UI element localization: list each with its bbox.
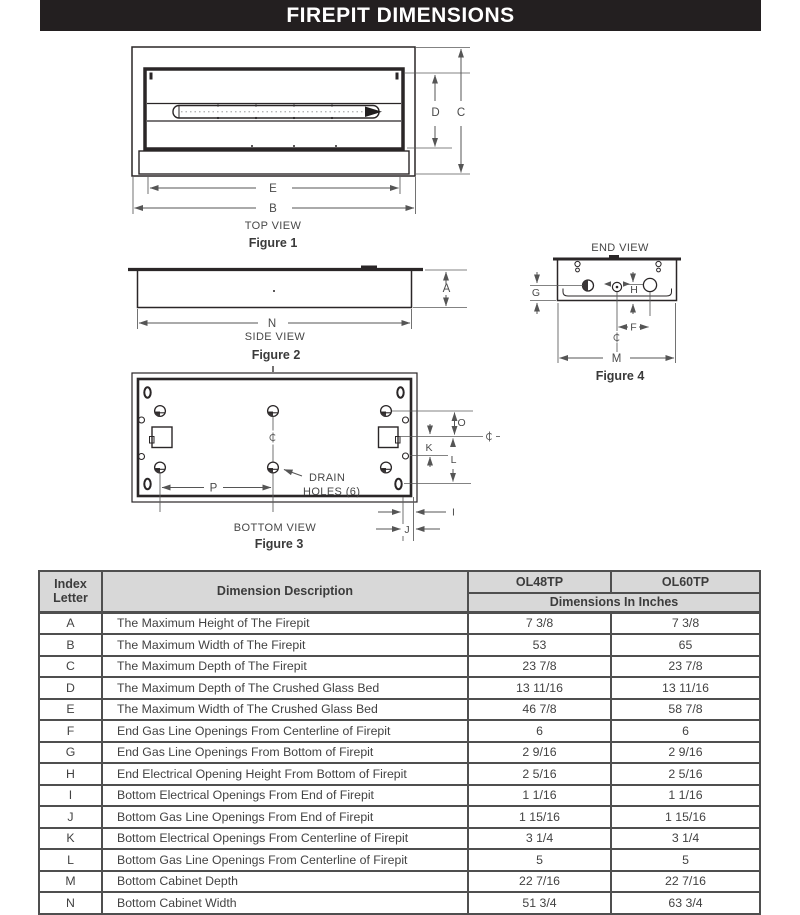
dim-label-j: J: [404, 524, 410, 536]
fig4-caption: Figure 4: [595, 369, 645, 383]
fig1-caption: Figure 1: [248, 236, 298, 250]
cell-ol60tp-value: 2 9/16: [611, 742, 760, 764]
cell-ol48tp-value: 2 5/16: [468, 763, 611, 785]
cell-index-letter: H: [39, 763, 102, 785]
cell-index-letter: G: [39, 742, 102, 764]
dim-label-d: D: [431, 107, 440, 119]
cell-description: Bottom Electrical Openings From End of Firepit: [102, 785, 468, 807]
fig1-view-label: TOP VIEW: [244, 220, 302, 232]
cell-description: The Maximum Width of The Firepit: [102, 634, 468, 656]
figure2-side-view-drawing: [128, 266, 467, 363]
dim-label-o: O: [457, 417, 466, 429]
centerline-icon: [486, 432, 491, 442]
table-row: [39, 634, 760, 656]
fig1-inner-rect: [145, 69, 403, 149]
table-row: [39, 699, 760, 721]
cell-ol48tp-value: 51 3/4: [468, 892, 611, 914]
col-header-description: Dimension Description: [102, 571, 468, 612]
drain-holes-note-line2: HOLES (6): [303, 486, 361, 498]
table-row: [39, 656, 760, 678]
fig3-corner-slots: [144, 387, 403, 489]
cell-ol60tp-value: 22 7/16: [611, 871, 760, 893]
table-row: [39, 720, 760, 742]
dim-label-n: N: [267, 318, 277, 330]
cell-ol60tp-value: 23 7/8: [611, 656, 760, 678]
cell-description: Bottom Cabinet Depth: [102, 871, 468, 893]
figure4-end-view-drawing: [530, 242, 681, 383]
cell-ol48tp-value: 5: [468, 849, 611, 871]
cell-description: End Gas Line Openings From Centerline of Firepit: [102, 720, 468, 742]
cell-index-letter: D: [39, 677, 102, 699]
dim-label-i: I: [452, 506, 455, 519]
fig4-view-label: END VIEW: [591, 242, 649, 254]
cell-ol48tp-value: 2 9/16: [468, 742, 611, 764]
cell-ol48tp-value: 7 3/8: [468, 612, 611, 634]
cell-ol60tp-value: 63 3/4: [611, 892, 760, 914]
cell-description: The Maximum Width of The Crushed Glass Bed: [102, 699, 468, 721]
fig2-caption: Figure 2: [251, 348, 301, 362]
table-row: [39, 849, 760, 871]
fig1-gas-inlet-arrow-icon: [365, 107, 382, 118]
cell-ol60tp-value: 1 1/16: [611, 785, 760, 807]
cell-index-letter: L: [39, 849, 102, 871]
cell-description: Bottom Electrical Openings From Centerline of Firepit: [102, 828, 468, 850]
fig2-body-rect: [138, 271, 412, 308]
table-row: [39, 785, 760, 807]
cell-ol60tp-value: 13 11/16: [611, 677, 760, 699]
dim-label-f: F: [630, 321, 637, 334]
fig4-electrical-opening: [643, 278, 656, 291]
table-row: [39, 806, 760, 828]
dim-label-h: H: [630, 284, 638, 296]
cell-ol48tp-value: 6: [468, 720, 611, 742]
cell-ol60tp-value: 6: [611, 720, 760, 742]
cell-description: The Maximum Depth of The Firepit: [102, 656, 468, 678]
cell-index-letter: A: [39, 612, 102, 634]
cell-index-letter: C: [39, 656, 102, 678]
fig3-caption: Figure 3: [254, 537, 304, 551]
dim-label-c: C: [456, 107, 466, 119]
col-header-index-letter: Index Letter: [39, 571, 102, 612]
col-header-ol60tp: OL60TP: [611, 571, 760, 593]
fig1-corner-hook-left: [150, 73, 153, 80]
figure1-top-view-drawing: [132, 47, 470, 250]
dim-label-a: A: [442, 283, 451, 295]
cell-description: End Gas Line Openings From Bottom of Firepit: [102, 742, 468, 764]
table-row: [39, 742, 760, 764]
cell-description: The Maximum Height of The Firepit: [102, 612, 468, 634]
cell-ol48tp-value: 13 11/16: [468, 677, 611, 699]
centerline-icon: [270, 433, 275, 443]
cell-ol48tp-value: 23 7/8: [468, 656, 611, 678]
cell-ol48tp-value: 53: [468, 634, 611, 656]
fig3-outer-rect: [132, 373, 417, 502]
table-row: [39, 612, 760, 634]
table-row: [39, 892, 760, 914]
fig1-burner-ticks: [217, 104, 337, 147]
cell-index-letter: J: [39, 806, 102, 828]
cell-ol48tp-value: 1 15/16: [468, 806, 611, 828]
cell-index-letter: E: [39, 699, 102, 721]
cell-index-letter: B: [39, 634, 102, 656]
fig4-corner-screws: [575, 261, 661, 272]
cell-ol60tp-value: 7 3/8: [611, 612, 760, 634]
page-title: FIREPIT DIMENSIONS: [286, 3, 515, 27]
cell-index-letter: F: [39, 720, 102, 742]
table-row: [39, 763, 760, 785]
dimensions-table: [38, 570, 761, 915]
cell-ol60tp-value: 5: [611, 849, 760, 871]
cell-ol60tp-value: 2 5/16: [611, 763, 760, 785]
cell-ol48tp-value: 46 7/8: [468, 699, 611, 721]
fig1-corner-hook-right: [396, 73, 399, 80]
cell-ol48tp-value: 3 1/4: [468, 828, 611, 850]
cell-ol48tp-value: 1 1/16: [468, 785, 611, 807]
fig3-electrical-cutout-left: [152, 427, 172, 448]
fig2-igniter-bump: [361, 266, 377, 270]
dim-label-k: K: [425, 442, 433, 454]
table-row: [39, 677, 760, 699]
cell-description: End Electrical Opening Height From Bottom of Firepit: [102, 763, 468, 785]
dim-label-g: G: [531, 287, 541, 299]
table-row: [39, 828, 760, 850]
dim-label-p: P: [209, 482, 218, 495]
dim-label-m: M: [611, 353, 622, 365]
cell-index-letter: I: [39, 785, 102, 807]
centerline-icon: [614, 333, 619, 343]
dim-label-l: L: [450, 454, 457, 466]
cell-ol60tp-value: 1 15/16: [611, 806, 760, 828]
table-row: [39, 871, 760, 893]
cell-description: The Maximum Depth of The Crushed Glass Bed: [102, 677, 468, 699]
figure3-bottom-view-drawing: [132, 366, 500, 551]
col-header-units: Dimensions In Inches: [468, 593, 760, 612]
fig2-view-label: SIDE VIEW: [244, 331, 306, 343]
fig3-edge-holes: [139, 417, 409, 460]
fig1-tray-rect: [139, 151, 409, 174]
fig3-view-label: BOTTOM VIEW: [233, 522, 317, 534]
cell-description: Bottom Gas Line Openings From End of Firepit: [102, 806, 468, 828]
fig3-inner-rect: [138, 379, 411, 496]
dim-label-b: B: [269, 203, 277, 215]
drain-holes-note-line1: DRAIN: [309, 472, 346, 484]
cell-ol60tp-value: 3 1/4: [611, 828, 760, 850]
cell-ol60tp-value: 65: [611, 634, 760, 656]
cell-ol48tp-value: 22 7/16: [468, 871, 611, 893]
cell-ol60tp-value: 58 7/8: [611, 699, 760, 721]
cell-description: Bottom Gas Line Openings From Centerline of Firepit: [102, 849, 468, 871]
col-header-ol48tp: OL48TP: [468, 571, 611, 593]
cell-index-letter: N: [39, 892, 102, 914]
cell-description: Bottom Cabinet Width: [102, 892, 468, 914]
cell-index-letter: M: [39, 871, 102, 893]
dim-label-e: E: [269, 183, 277, 195]
cell-index-letter: K: [39, 828, 102, 850]
